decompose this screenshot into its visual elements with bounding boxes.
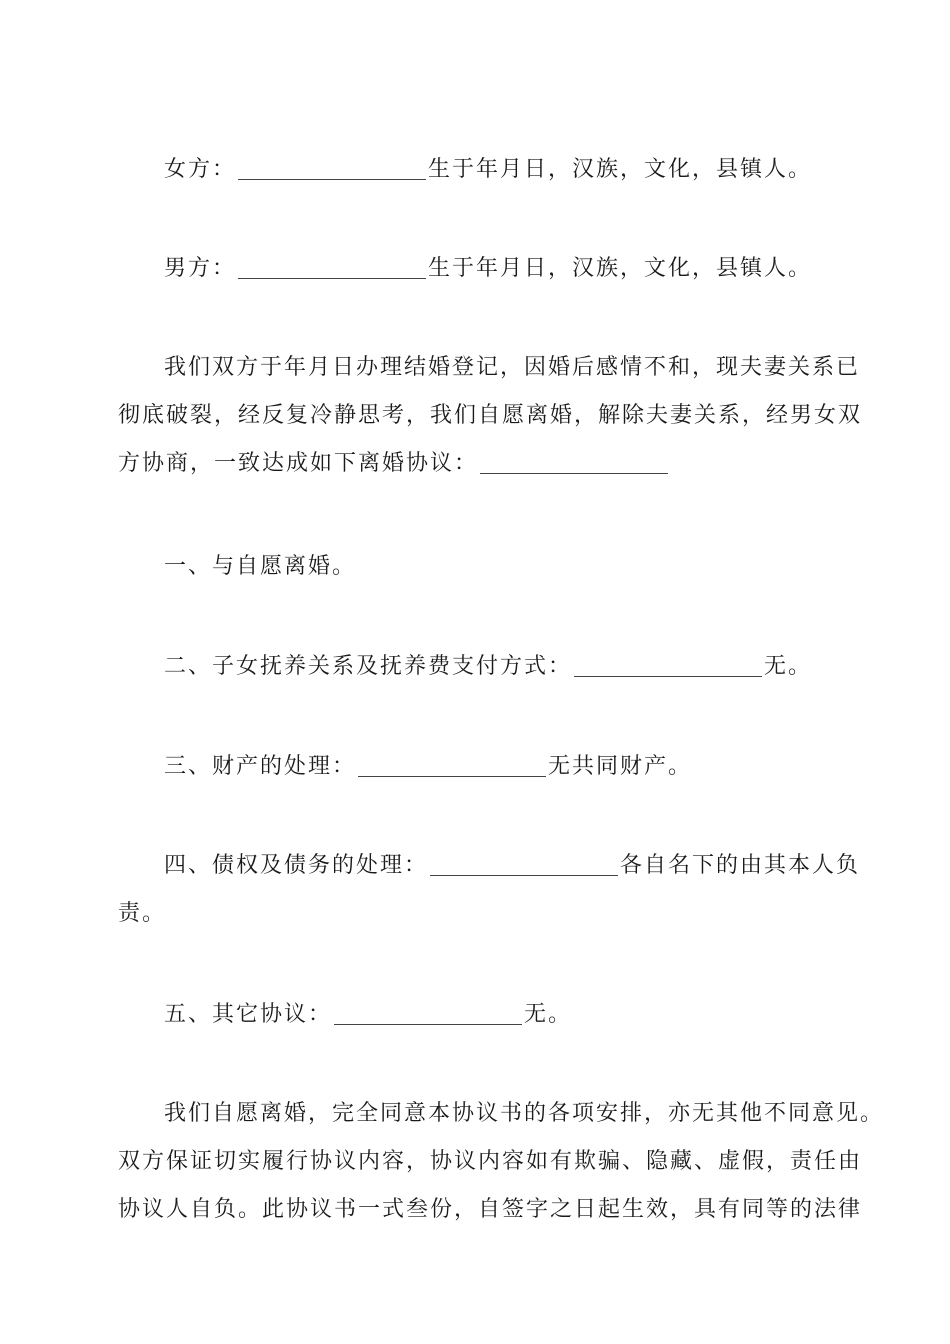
clause-4-line [118, 842, 861, 890]
clause-5-value: 无。 [524, 1002, 573, 1027]
clause-4-value: 各自名下的由其本人负 [620, 853, 861, 878]
intro-line-3: 方协商，一致达成如下离婚协议： [118, 451, 479, 476]
female-party-line [118, 146, 838, 194]
intro-line-3-wrap [118, 440, 838, 488]
closing-line-2: 双方保证切实履行协议内容，协议内容如有欺骗、隐藏、虚假，责任由 [118, 1149, 863, 1174]
clause-3-blank [358, 754, 546, 777]
female-party-label: 女方： [164, 157, 237, 182]
clause-2-line [118, 643, 838, 691]
clause-2-label: 二、子女抚养关系及抚养费支付方式： [164, 654, 573, 679]
clause-5-blank [334, 1002, 522, 1025]
clause-3-label: 三、财产的处理： [164, 754, 357, 779]
female-party-paragraph [118, 146, 838, 194]
intro-blank [480, 451, 668, 474]
clause-4-paragraph [118, 842, 861, 938]
intro-line-1: 我们双方于年月日办理结婚登记，因婚后感情不和，现夫妻关系已 [164, 355, 861, 380]
female-name-blank [238, 157, 426, 180]
closing-line-1: 我们自愿离婚，完全同意本协议书的各项安排，亦无其他不同意见。 [164, 1101, 885, 1126]
female-party-text: 生于年月日，汉族，文化，县镇人。 [428, 157, 813, 182]
clause-1: 一、与自愿离婚。 [164, 554, 357, 579]
clause-5-paragraph [118, 991, 838, 1039]
clause-1-paragraph [118, 543, 838, 591]
clause-5-label: 五、其它协议： [164, 1002, 333, 1027]
closing-paragraph [118, 1090, 885, 1234]
clause-3-paragraph [118, 743, 838, 791]
male-name-blank [238, 256, 426, 279]
male-party-paragraph [118, 245, 838, 293]
intro-paragraph [118, 344, 863, 488]
closing-line-3: 协议人自负。此协议书一式叁份，自签字之日起生效，具有同等的法律 [118, 1197, 863, 1222]
male-party-label: 男方： [164, 256, 237, 281]
clause-3-line [118, 743, 838, 791]
clause-2-value: 无。 [764, 654, 813, 679]
clause-2-blank [574, 654, 762, 677]
clause-2-paragraph [118, 643, 838, 691]
male-party-line [118, 245, 838, 293]
male-party-text: 生于年月日，汉族，文化，县镇人。 [428, 256, 813, 281]
intro-line-2: 彻底破裂，经反复冷静思考，我们自愿离婚，解除夫妻关系，经男女双 [118, 403, 863, 428]
clause-3-value: 无共同财产。 [548, 754, 693, 779]
clause-4-label: 四、债权及债务的处理： [164, 853, 429, 878]
clause-4-blank [430, 853, 618, 876]
clause-5-line [118, 991, 838, 1039]
clause-4-continuation: 责。 [118, 901, 167, 926]
